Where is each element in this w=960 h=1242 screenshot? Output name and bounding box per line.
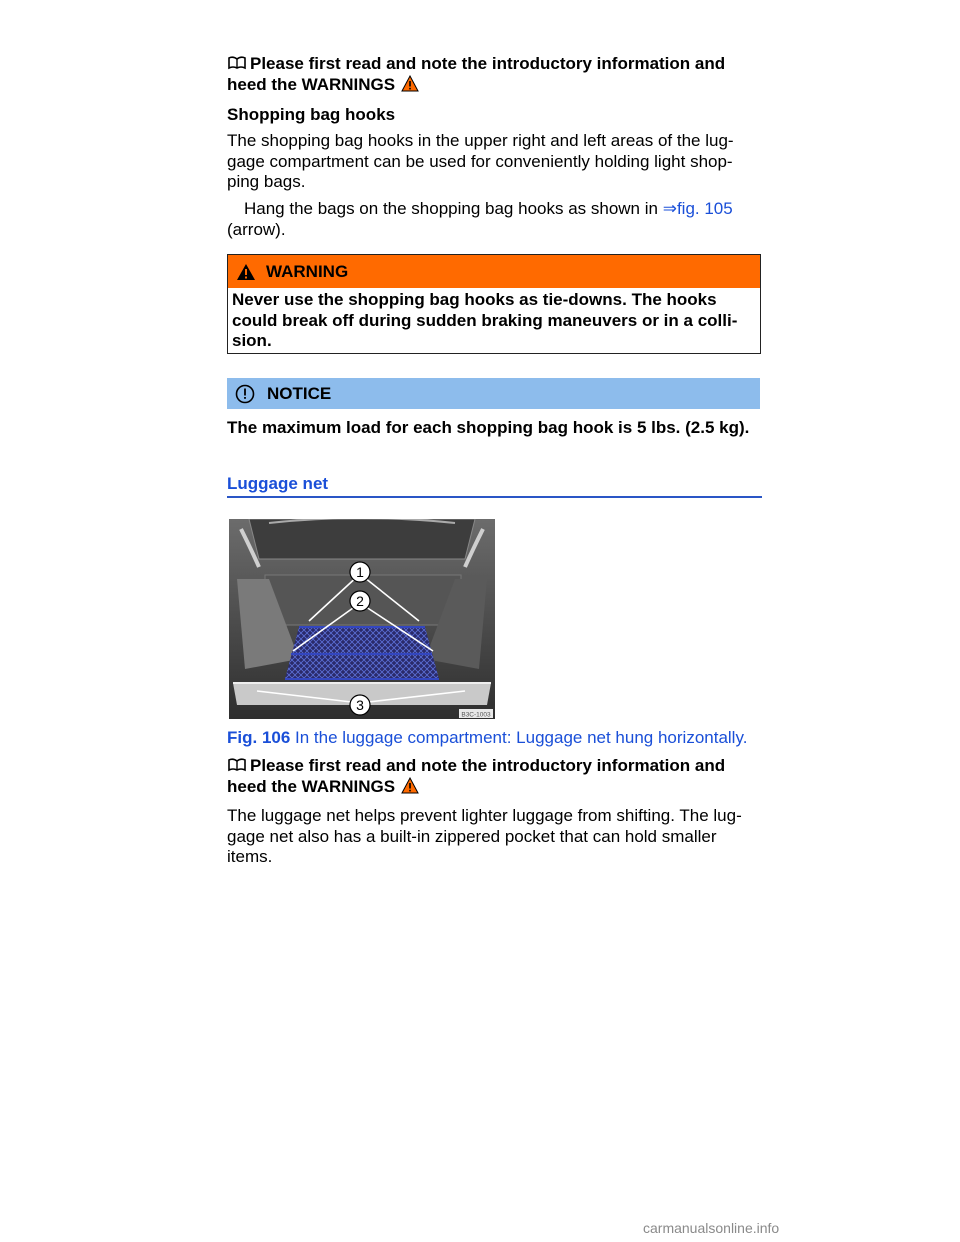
intro-line-2: heed the WARNINGS (227, 75, 762, 96)
intro-line-1: Please first read and note the introductory information and (227, 54, 762, 75)
fig-105-link[interactable]: fig. 105 (676, 199, 733, 218)
svg-text:3: 3 (356, 697, 364, 713)
intro-block-2 (227, 756, 762, 797)
luggage-net-figure (229, 519, 495, 719)
caption-number: Fig. 106 (227, 728, 291, 747)
warning-line: Never use the shopping bag hooks as tie-downs. The hooks (232, 290, 717, 309)
svg-text:2: 2 (356, 593, 364, 609)
step-line: Hang the bags on the shopping bag hooks as shown in ⇒fig. 105 (244, 199, 733, 218)
step-tail: (arrow). (227, 219, 286, 239)
warning-triangle-icon (401, 75, 419, 92)
notice-header (227, 378, 760, 409)
figure-caption (227, 728, 767, 748)
notice-title: NOTICE (267, 383, 332, 403)
callout-3 (350, 695, 370, 715)
warning-body (228, 288, 760, 352)
luggage-para-line: gage net also has a built-in zippered pocket that can hold smaller (227, 826, 717, 846)
warning-header (228, 255, 760, 288)
shopping-step (227, 199, 762, 240)
notice-text: The maximum load for each shopping bag hook is 5 lbs. (2.5 kg). (227, 418, 750, 437)
warning-box (227, 254, 761, 354)
warning-title: WARNING (266, 261, 349, 281)
warning-line: could break off during sudden braking maneuvers or in a colli- (232, 310, 738, 330)
figure-code: B3C-1003 (461, 711, 491, 719)
trunk-illustration (229, 519, 495, 719)
intro2-line-1: Please first read and note the introductory information and (227, 756, 762, 777)
shopping-paragraph (227, 131, 762, 193)
shopping-heading: Shopping bag hooks (227, 105, 396, 124)
warning-triangle-icon (401, 777, 419, 794)
svg-text:1: 1 (356, 564, 364, 580)
warning-triangle-icon (236, 263, 256, 281)
callout-1 (350, 562, 370, 582)
intro-block (227, 54, 762, 95)
xref-arrow: ⇒ (662, 199, 677, 218)
luggage-para-line: items. (227, 847, 273, 866)
shopping-para-line: The shopping bag hooks in the upper right and left areas of the lug- (227, 131, 734, 150)
book-icon (227, 758, 247, 772)
exclamation-circle-icon (235, 384, 255, 404)
intro2-line-2: heed the WARNINGS (227, 777, 762, 798)
book-icon (227, 56, 247, 70)
shopping-para-line: ping bags. (227, 172, 306, 191)
caption-text: In the luggage compartment: Luggage net hung horizontally. (290, 728, 748, 747)
luggage-paragraph (227, 806, 762, 868)
watermark: carmanualsonline.info (643, 1220, 780, 1236)
luggage-para-line: The luggage net helps prevent lighter luggage from shifting. The lug- (227, 806, 742, 825)
section-heading-luggage-net: Luggage net (227, 474, 762, 498)
shopping-para-line: gage compartment can be used for conveniently holding light shop- (227, 151, 733, 171)
warning-line: sion. (232, 331, 272, 350)
callout-2 (350, 591, 370, 611)
